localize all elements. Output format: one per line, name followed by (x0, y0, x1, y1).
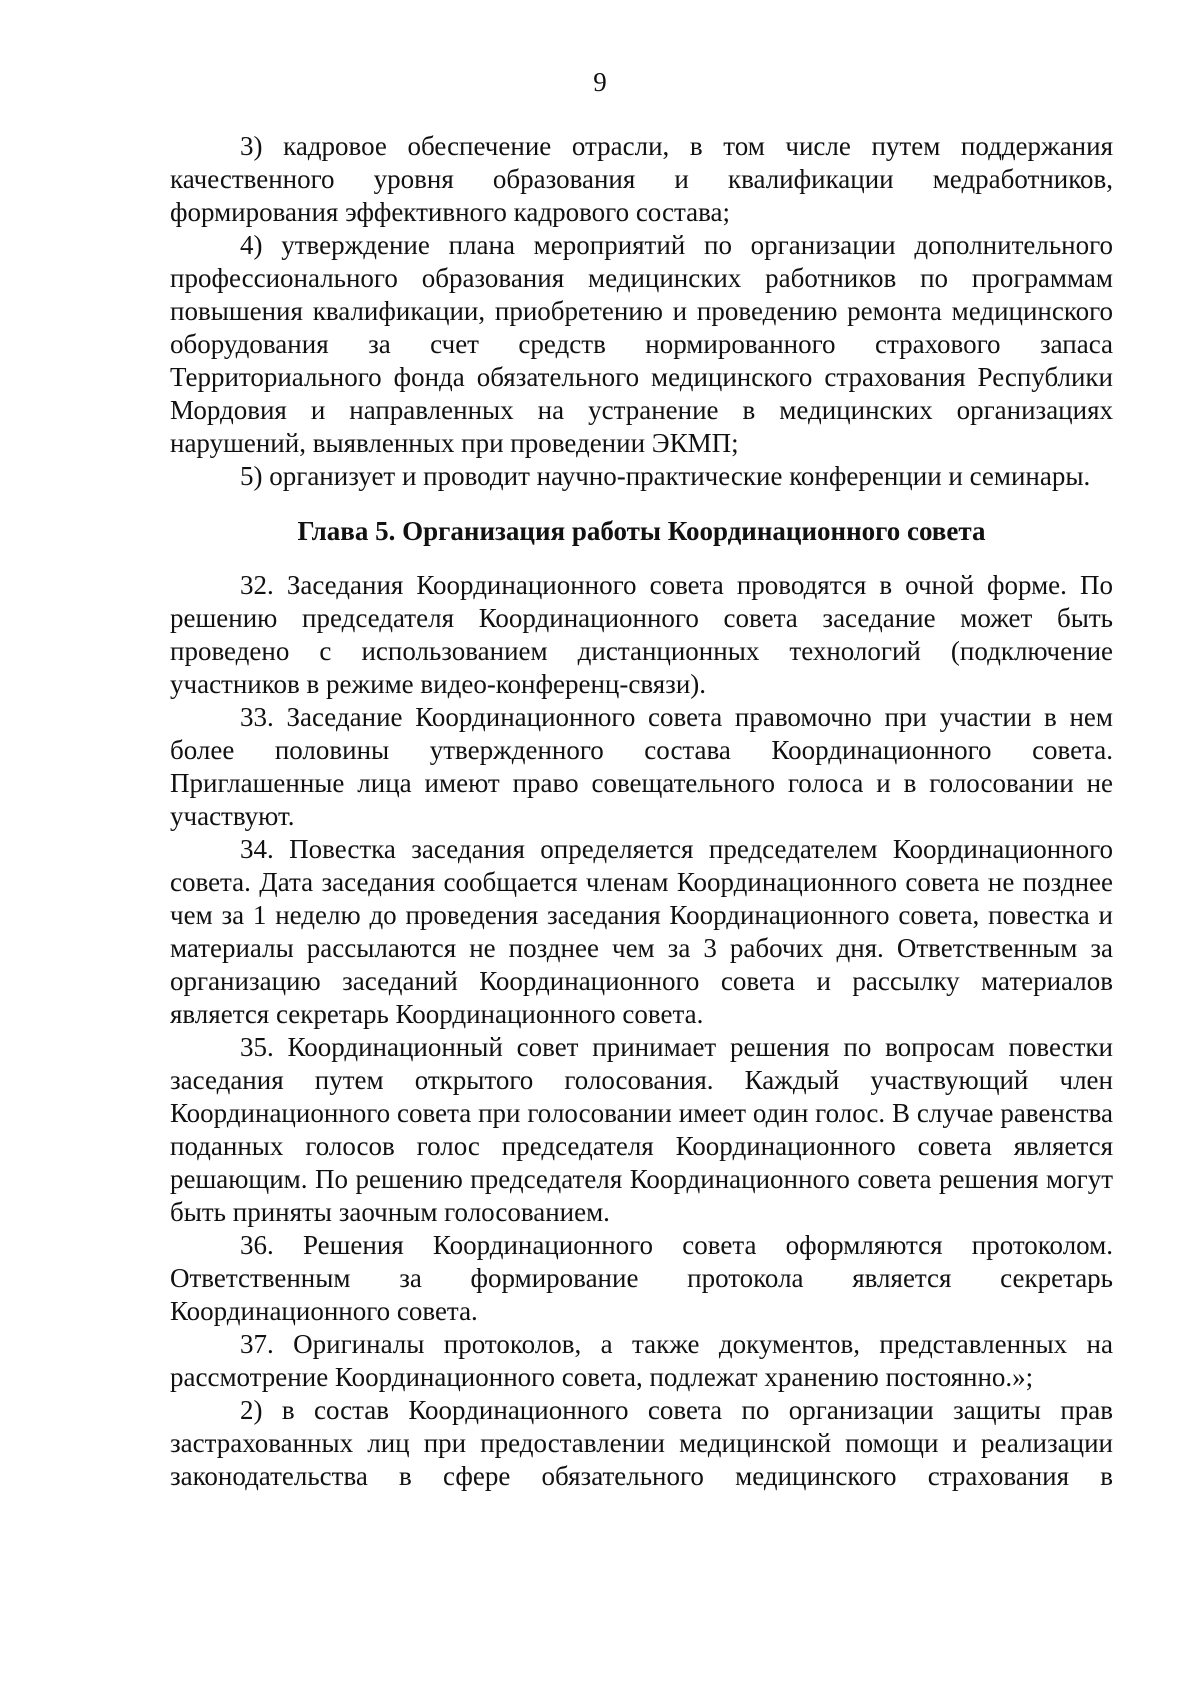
document-body (170, 130, 1113, 1493)
paragraph-33: 33. Заседание Координационного совета правомочно при участии в нем более половины утвержденного состава Координационного совета. Приглашенные лица имеют право совещательного голоса и в голосовании не участвуют. (170, 702, 1113, 831)
paragraph-32: 32. Заседания Координационного совета проводятся в очной форме. По решению председателя Координационного совета заседание может быть проведено с использованием дистанционных технологий (подключение участников в режиме видео-конференц-связи). (170, 570, 1113, 699)
paragraph-34: 34. Повестка заседания определяется председателем Координационного совета. Дата заседания сообщается членам Координационного совета не позднее чем за 1 неделю до проведения заседания Координационного совета, повестка и материалы рассылаются не позднее чем за 3 рабочих дня. Ответственным за организацию заседаний Координационного совета и рассылку материалов является секретарь Координационного совета. (170, 834, 1113, 1029)
chapter-heading: Глава 5. Организация работы Координационного совета (297, 516, 986, 546)
paragraph-37: 37. Оригиналы протоколов, а также документов, представленных на рассмотрение Координационного совета, подлежат хранению постоянно.»; (170, 1329, 1113, 1392)
paragraph-item-5: 5) организует и проводит научно-практические конференции и семинары. (240, 461, 1091, 491)
paragraph-item-3: 3) кадровое обеспечение отрасли, в том числе путем поддержания качественного уровня образования и квалификации медработников, формирования эффективного кадрового состава; (170, 131, 1113, 227)
paragraph-item-2-continued: 2) в состав Координационного совета по организации защиты прав застрахованных лиц при предоставлении медицинской помощи и реализации законодательства в сфере обязательного медицинского страхования в (170, 1395, 1113, 1491)
paragraph-item-4: 4) утверждение плана мероприятий по организации дополнительного профессионального образования медицинских работников по программам повышения квалификации, приобретению и проведению ремонта медицинского оборудования за счет средств нормированного страхового запаса Территориального фонда обязательного медицинского страхования Республики Мордовия и направленных на устранение в медицинских организациях нарушений, выявленных при проведении ЭКМП; (170, 230, 1113, 458)
paragraph-36: 36. Решения Координационного совета оформляются протоколом. Ответственным за формирование протокола является секретарь Координационного совета. (170, 1230, 1113, 1326)
page-number: 9 (593, 67, 607, 97)
paragraph-35: 35. Координационный совет принимает решения по вопросам повестки заседания путем открытого голосования. Каждый участвующий член Координационного совета при голосовании имеет один голос. В случае равенства поданных голосов голос председателя Координационного совета является решающим. По решению председателя Координационного совета решения могут быть приняты заочным голосованием. (170, 1032, 1113, 1227)
